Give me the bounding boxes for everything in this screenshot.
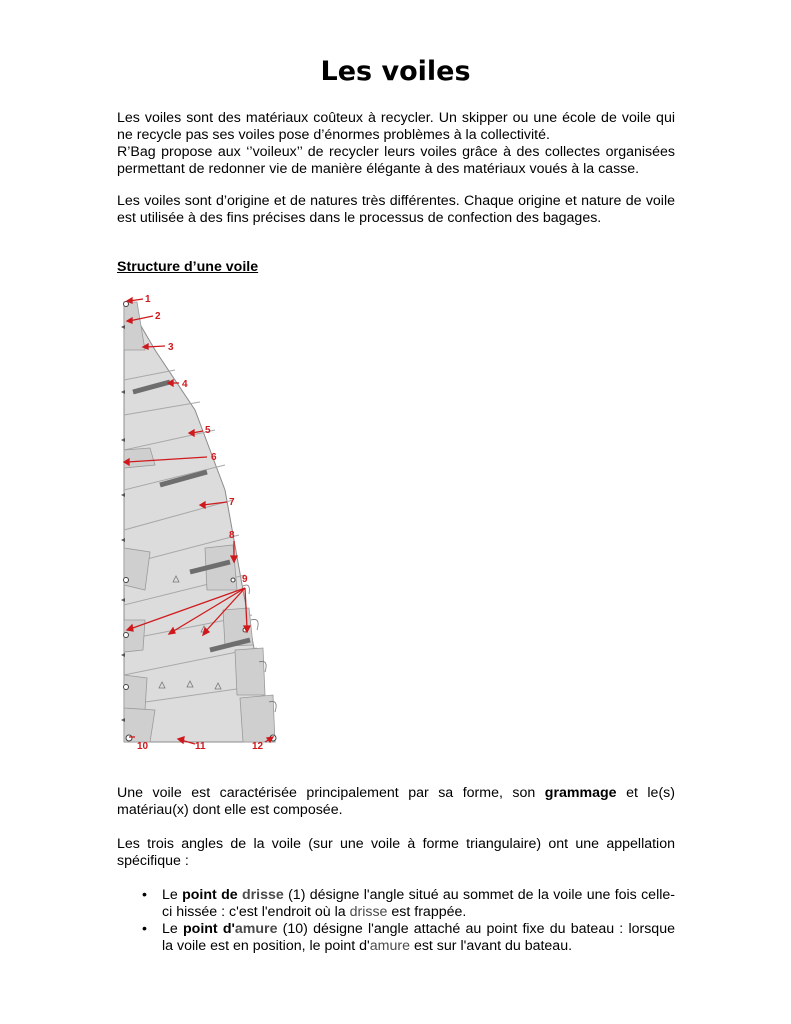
text-run: Le — [162, 887, 183, 903]
bullet-line — [162, 904, 675, 921]
origins-line: Les voiles sont d’origine et de natures très différentes. Chaque origine et nature de voile — [117, 193, 675, 209]
bullet-icon: • — [142, 921, 147, 937]
sail-label: 11 — [195, 741, 206, 752]
term-bold: point d' — [182, 921, 235, 937]
text-run: Le — [162, 921, 183, 937]
angles-paragraph — [117, 836, 675, 870]
bullet-line — [162, 938, 675, 955]
term-link: amure — [234, 921, 278, 937]
sail-label: 10 — [137, 741, 149, 752]
text-run: (10) désigne l'angle attaché au point fixe du bateau : lorsque — [277, 921, 675, 937]
section-heading: Structure d’une voile — [117, 259, 259, 275]
intro-line: permettant de redonner vie de manière élégante à des matériaux voués à la casse. — [117, 161, 640, 177]
sail-diagram — [115, 290, 290, 755]
bullet-line — [162, 887, 675, 904]
grammage-term: grammage — [544, 785, 617, 801]
sail-label: 8 — [229, 530, 235, 541]
characteristics-paragraph — [117, 785, 675, 819]
characteristics-line — [117, 785, 675, 802]
text-run: et le(s) — [616, 785, 675, 801]
origins-paragraph — [117, 193, 675, 227]
text-run: ci hissée : c'est l'endroit où la — [162, 904, 350, 920]
characteristics-line: matériau(x) dont elle est composée. — [117, 802, 343, 818]
text-run: la voile est en position, le point d' — [162, 938, 370, 954]
intro-line: R’Bag propose aux ‘’voileux’’ de recycler leurs voiles grâce à des collectes organisées — [117, 144, 675, 160]
bullet-line — [162, 921, 675, 938]
text-run: est sur l'avant du bateau. — [410, 938, 573, 954]
sail-label: 7 — [229, 497, 235, 508]
term-link: drisse — [349, 904, 388, 920]
term-link: amure — [369, 938, 410, 954]
sail-label: 2 — [155, 311, 161, 322]
bullet-icon: • — [142, 887, 147, 903]
origins-line: est utilisée à des fins précises dans le processus de confection des bagages. — [117, 210, 602, 226]
sail-label: 12 — [252, 741, 264, 752]
sail-label: 1 — [145, 294, 151, 305]
sail-label: 4 — [182, 379, 188, 390]
sail-label: 5 — [205, 425, 211, 436]
intro-line: Les voiles sont des matériaux coûteux à recycler. Un skipper ou une école de voile qui — [117, 110, 675, 126]
sail-body — [121, 302, 276, 743]
intro-paragraph — [117, 110, 675, 178]
angles-line: Les trois angles de la voile (sur une voile à forme triangulaire) ont une appellation — [117, 836, 675, 852]
angles-line: spécifique : — [117, 853, 189, 869]
page-title: Les voiles — [320, 56, 471, 87]
bullet-text — [162, 921, 675, 955]
sail-label: 9 — [242, 574, 248, 585]
text-run: est frappée. — [387, 904, 467, 920]
text-run: (1) désigne l'angle situé au sommet de la voile une fois celle- — [283, 887, 675, 903]
bullet-text — [162, 887, 675, 921]
text-run: Une voile est caractérisée principalement par sa forme, son — [117, 785, 545, 801]
sail-label: 3 — [168, 342, 174, 353]
term-bold: point de — [182, 887, 242, 903]
term-link: drisse — [241, 887, 284, 903]
intro-line: ne recycle pas ses voiles pose d’énormes problèmes à la collectivité. — [117, 127, 550, 143]
sail-label: 6 — [211, 452, 217, 463]
